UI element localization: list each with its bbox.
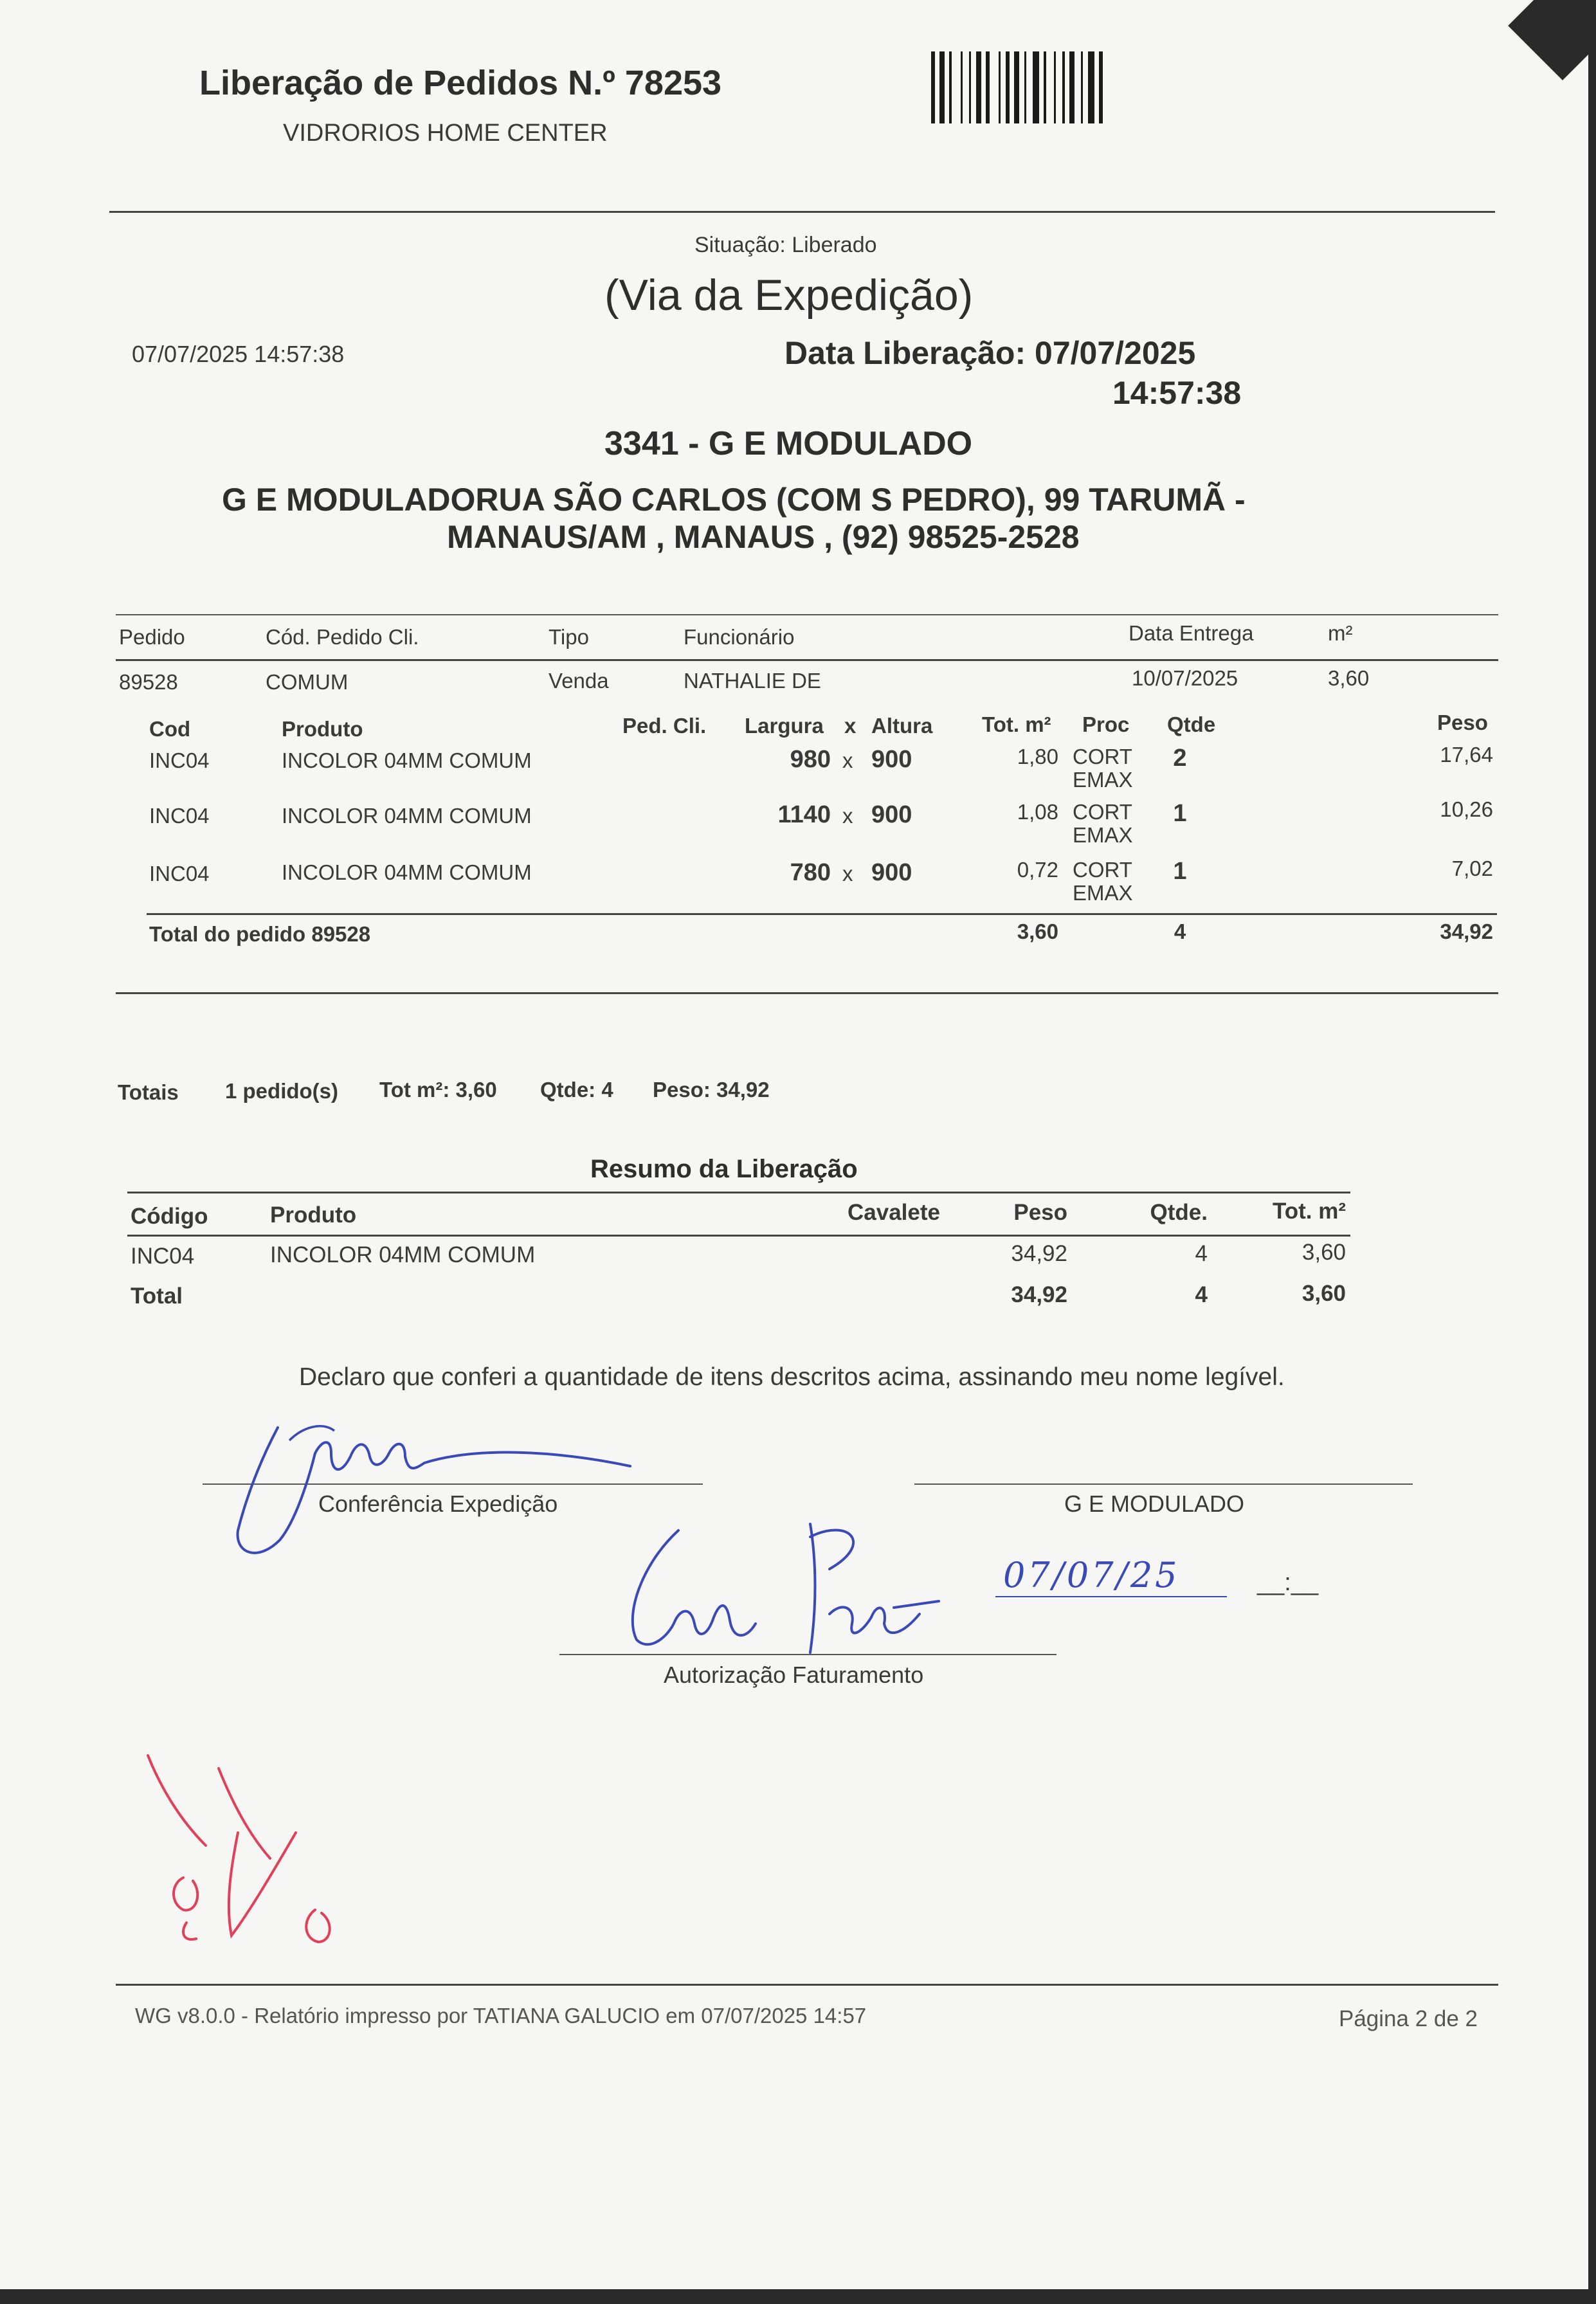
client-address-line2: MANAUS/AM , MANAUS , (92) 98525-2528 <box>447 519 1080 555</box>
summary-total-peso: 34,92 <box>1011 1282 1067 1307</box>
item-1-tot-m2: 1,80 <box>1017 745 1058 768</box>
red-handwritten-mark <box>135 1749 379 1981</box>
col-tipo: Tipo <box>549 625 589 649</box>
items-col-proc: Proc <box>1082 712 1130 736</box>
item-2-proc2: EMAX <box>1073 823 1133 847</box>
item-3-produto: INCOLOR 04MM COMUM <box>282 860 532 884</box>
order-total-m2: 3,60 <box>1017 920 1058 943</box>
footer-page-number: Página 2 de 2 <box>1339 2006 1478 2031</box>
document-title: Liberação de Pedidos N.º 78253 <box>199 64 722 102</box>
item-2-altura: 900 <box>871 801 912 828</box>
client-code-name: 3341 - G E MODULADO <box>604 425 973 462</box>
order-delivery-date: 10/07/2025 <box>1132 666 1238 690</box>
release-time: 14:57:38 <box>1112 375 1242 411</box>
summary-total-qtde: 4 <box>1195 1282 1208 1307</box>
order-total-label: Total do pedido 89528 <box>149 922 371 946</box>
item-3-tot-m2: 0,72 <box>1017 858 1058 882</box>
signature-conferencia-handwritten <box>219 1402 643 1569</box>
item-3-altura: 900 <box>871 859 912 886</box>
col-pedido: Pedido <box>119 625 185 649</box>
item-1-cod: INC04 <box>149 748 210 772</box>
summary-title: Resumo da Liberação <box>590 1155 858 1183</box>
col-m2: m² <box>1328 621 1353 645</box>
summary-col-codigo: Código <box>131 1204 208 1229</box>
item-2-peso: 10,26 <box>1440 797 1493 821</box>
order-total-peso: 34,92 <box>1440 920 1493 943</box>
signature-autorizacao-handwritten <box>617 1511 952 1659</box>
totals-qtde: Qtde: 4 <box>540 1078 613 1102</box>
item-2-x: x <box>842 804 853 828</box>
company-name: VIDRORIOS HOME CENTER <box>283 120 608 147</box>
col-data-entrega: Data Entrega <box>1129 621 1254 645</box>
items-col-cod: Cod <box>149 717 191 741</box>
declaration-text: Declaro que conferi a quantidade de itens descritos acima, assinando meu nome legível. <box>299 1363 1285 1391</box>
summary-row-produto: INCOLOR 04MM COMUM <box>270 1242 536 1267</box>
barcode <box>931 51 1175 123</box>
items-col-x: x <box>844 714 857 738</box>
item-1-proc2: EMAX <box>1073 768 1133 792</box>
summary-total-label: Total <box>131 1284 183 1309</box>
summary-col-tot-m2: Tot. m² <box>1272 1199 1346 1224</box>
items-col-altura: Altura <box>871 714 933 738</box>
item-2-produto: INCOLOR 04MM COMUM <box>282 804 532 828</box>
signature-label-autorizacao: Autorização Faturamento <box>664 1662 924 1688</box>
item-3-x: x <box>842 862 853 885</box>
totals-label: Totais <box>118 1080 179 1104</box>
item-1-qtde: 2 <box>1173 745 1187 772</box>
totals-m2: Tot m²: 3,60 <box>379 1078 497 1102</box>
items-col-peso: Peso <box>1437 711 1488 734</box>
item-2-tot-m2: 1,08 <box>1017 800 1058 824</box>
items-col-largura: Largura <box>745 714 824 738</box>
items-col-ped-cli: Ped. Cli. <box>622 714 707 738</box>
summary-col-qtde: Qtde. <box>1150 1200 1208 1225</box>
status-label: Situação: Liberado <box>694 233 877 257</box>
item-2-proc1: CORT <box>1073 800 1132 824</box>
item-2-largura: 1140 <box>777 801 831 828</box>
item-3-peso: 7,02 <box>1451 857 1493 880</box>
order-total-qtde: 4 <box>1174 920 1186 943</box>
order-number: 89528 <box>119 670 178 694</box>
item-2-cod: INC04 <box>149 804 210 828</box>
summary-col-peso: Peso <box>1013 1200 1067 1225</box>
copy-type: (Via da Expedição) <box>604 271 974 320</box>
items-col-qtde: Qtde <box>1167 712 1216 736</box>
item-1-produto: INCOLOR 04MM COMUM <box>282 748 532 772</box>
item-1-x: x <box>842 748 853 772</box>
summary-total-tot-m2: 3,60 <box>1301 1281 1346 1306</box>
summary-row-qtde: 4 <box>1195 1241 1208 1266</box>
signature-label-conferencia: Conferência Expedição <box>318 1491 558 1517</box>
summary-col-cavalete: Cavalete <box>848 1200 940 1225</box>
footer-printed-by: WG v8.0.0 - Relatório impresso por TATIANA GALUCIO em 07/07/2025 14:57 <box>135 2004 867 2027</box>
col-cod-pedido-cli: Cód. Pedido Cli. <box>266 625 419 649</box>
item-2-qtde: 1 <box>1173 800 1187 827</box>
order-employee: NATHALIE DE <box>684 669 821 693</box>
order-m2: 3,60 <box>1328 666 1370 690</box>
item-1-altura: 900 <box>871 746 912 773</box>
client-address-line1: G E MODULADORUA SÃO CARLOS (COM S PEDRO), 99 TARUMÃ - <box>222 482 1246 518</box>
print-datetime: 07/07/2025 14:57:38 <box>132 341 345 367</box>
folded-corner <box>1508 0 1588 80</box>
summary-row-tot-m2: 3,60 <box>1301 1240 1346 1265</box>
release-date: Data Liberação: 07/07/2025 <box>784 335 1196 371</box>
totals-pedidos: 1 pedido(s) <box>225 1079 339 1103</box>
item-3-qtde: 1 <box>1173 858 1187 885</box>
order-type: Venda <box>549 669 609 693</box>
summary-row-peso: 34,92 <box>1011 1241 1067 1266</box>
handwritten-date: 07/07/25 <box>1003 1555 1180 1595</box>
items-col-tot-m2: Tot. m² <box>982 712 1051 736</box>
item-3-proc1: CORT <box>1073 858 1132 882</box>
item-3-cod: INC04 <box>149 862 210 885</box>
time-blank: __:__ <box>1257 1569 1319 1596</box>
item-3-proc2: EMAX <box>1073 881 1133 905</box>
summary-col-produto: Produto <box>270 1202 357 1228</box>
items-col-produto: Produto <box>282 717 363 741</box>
item-1-peso: 17,64 <box>1440 743 1493 766</box>
signature-label-client: G E MODULADO <box>1064 1491 1245 1517</box>
totals-peso: Peso: 34,92 <box>653 1078 770 1102</box>
summary-row-codigo: INC04 <box>131 1244 195 1269</box>
order-client-code: COMUM <box>266 670 349 694</box>
col-funcionario: Funcionário <box>684 625 795 649</box>
item-1-largura: 980 <box>790 746 831 773</box>
item-3-largura: 780 <box>790 859 831 886</box>
item-1-proc1: CORT <box>1073 745 1132 768</box>
